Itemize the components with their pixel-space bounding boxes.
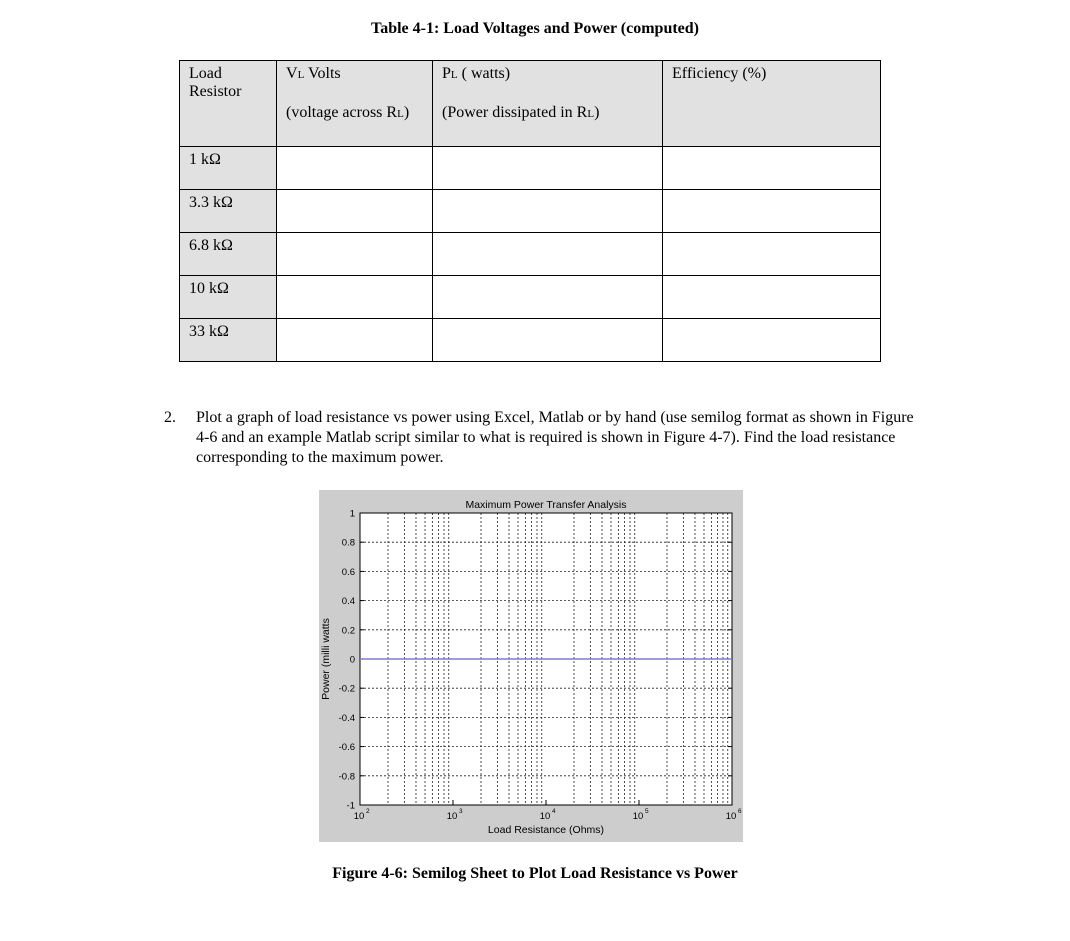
semilog-chart xyxy=(319,490,743,842)
y-tick-label: -0.6 xyxy=(338,742,355,754)
y-tick-label: -0.4 xyxy=(338,712,355,724)
x-axis-label: Load Resistance (Ohms) xyxy=(487,824,605,836)
table-row xyxy=(180,147,881,190)
x-tick-exponent: 5 xyxy=(645,808,649,815)
header-load-resistor xyxy=(180,61,277,147)
header-vl-desc-subscript: L xyxy=(397,108,404,120)
header-vl-symbol: V xyxy=(286,65,298,82)
chart-title: Maximum Power Transfer Analysis xyxy=(465,499,627,511)
header-vl-desc-text: (voltage across R xyxy=(286,104,398,121)
y-tick-label: 0.6 xyxy=(341,566,355,578)
instruction-number: 2. xyxy=(164,409,176,426)
x-tick-exponent: 3 xyxy=(459,808,463,815)
header-pl-desc-text: (Power dissipated in R xyxy=(442,104,588,121)
header-pl-subscript: L xyxy=(450,69,458,81)
cell-pl[interactable] xyxy=(433,319,663,362)
header-pl-unit: ( watts) xyxy=(457,65,511,82)
cell-resistor: 6.8 kΩ xyxy=(180,233,277,276)
x-tick-exponent: 2 xyxy=(366,808,370,815)
instruction-text: Plot a graph of load resistance vs power using Excel, Matlab or by hand (use semilog format as shown in Figure 4-6 and an example Matlab script similar to what is required is shown in Figure 4-7). Find the load resistance corresponding to the maximum power. xyxy=(196,409,914,466)
cell-vl[interactable] xyxy=(277,276,433,319)
table-row xyxy=(180,319,881,362)
chart-svg xyxy=(319,490,743,842)
y-tick-label: 0.8 xyxy=(341,537,355,549)
header-pl xyxy=(433,61,663,147)
x-tick-label: 10 xyxy=(446,811,458,822)
cell-efficiency[interactable] xyxy=(663,276,881,319)
table-title: Table 4-1: Load Voltages and Power (computed) xyxy=(370,20,700,37)
cell-pl[interactable] xyxy=(433,190,663,233)
load-voltages-table xyxy=(179,60,881,362)
cell-efficiency[interactable] xyxy=(663,147,881,190)
cell-efficiency[interactable] xyxy=(663,319,881,362)
table-row xyxy=(180,233,881,276)
y-tick-label: -1 xyxy=(346,800,355,812)
cell-efficiency[interactable] xyxy=(663,233,881,276)
header-pl-description xyxy=(442,104,653,122)
header-vl xyxy=(277,61,433,147)
header-vl-description xyxy=(286,104,423,122)
y-tick-label: -0.2 xyxy=(338,683,355,695)
cell-resistor: 1 kΩ xyxy=(180,147,277,190)
cell-pl[interactable] xyxy=(433,233,663,276)
y-tick-label: 0 xyxy=(349,654,355,666)
header-vl-desc-end: ) xyxy=(403,104,410,121)
figure-caption: Figure 4-6: Semilog Sheet to Plot Load Resistance vs Power xyxy=(332,865,738,882)
header-pl-symbol: P xyxy=(442,65,451,82)
header-vl-unit: Volts xyxy=(304,65,341,82)
cell-vl[interactable] xyxy=(277,190,433,233)
y-tick-label: 0.4 xyxy=(341,596,355,608)
x-tick-label: 10 xyxy=(632,811,644,822)
header-efficiency xyxy=(663,61,881,147)
cell-vl[interactable] xyxy=(277,233,433,276)
y-tick-label: 0.2 xyxy=(341,625,355,637)
cell-efficiency[interactable] xyxy=(663,190,881,233)
header-load-label: Load Resistor xyxy=(189,65,242,100)
cell-resistor: 3.3 kΩ xyxy=(180,190,277,233)
cell-vl[interactable] xyxy=(277,319,433,362)
y-tick-label: -0.8 xyxy=(338,771,355,783)
table-header-row xyxy=(180,61,881,147)
cell-pl[interactable] xyxy=(433,276,663,319)
header-pl-desc-subscript: L xyxy=(587,108,595,120)
table-row xyxy=(180,190,881,233)
header-vl-subscript: L xyxy=(297,69,305,81)
cell-resistor: 10 kΩ xyxy=(180,276,277,319)
header-pl-desc-end: ) xyxy=(594,104,600,121)
header-efficiency-label: Efficiency (%) xyxy=(672,65,767,82)
x-tick-label: 10 xyxy=(725,811,737,822)
y-axis-label: Power (milli watts xyxy=(320,618,332,700)
cell-vl[interactable] xyxy=(277,147,433,190)
cell-resistor: 33 kΩ xyxy=(180,319,277,362)
x-tick-label: 10 xyxy=(539,811,551,822)
x-tick-label: 10 xyxy=(353,811,365,822)
y-tick-label: 1 xyxy=(349,508,355,520)
table-row xyxy=(180,276,881,319)
x-tick-exponent: 6 xyxy=(738,808,742,815)
cell-pl[interactable] xyxy=(433,147,663,190)
x-tick-exponent: 4 xyxy=(552,808,556,815)
